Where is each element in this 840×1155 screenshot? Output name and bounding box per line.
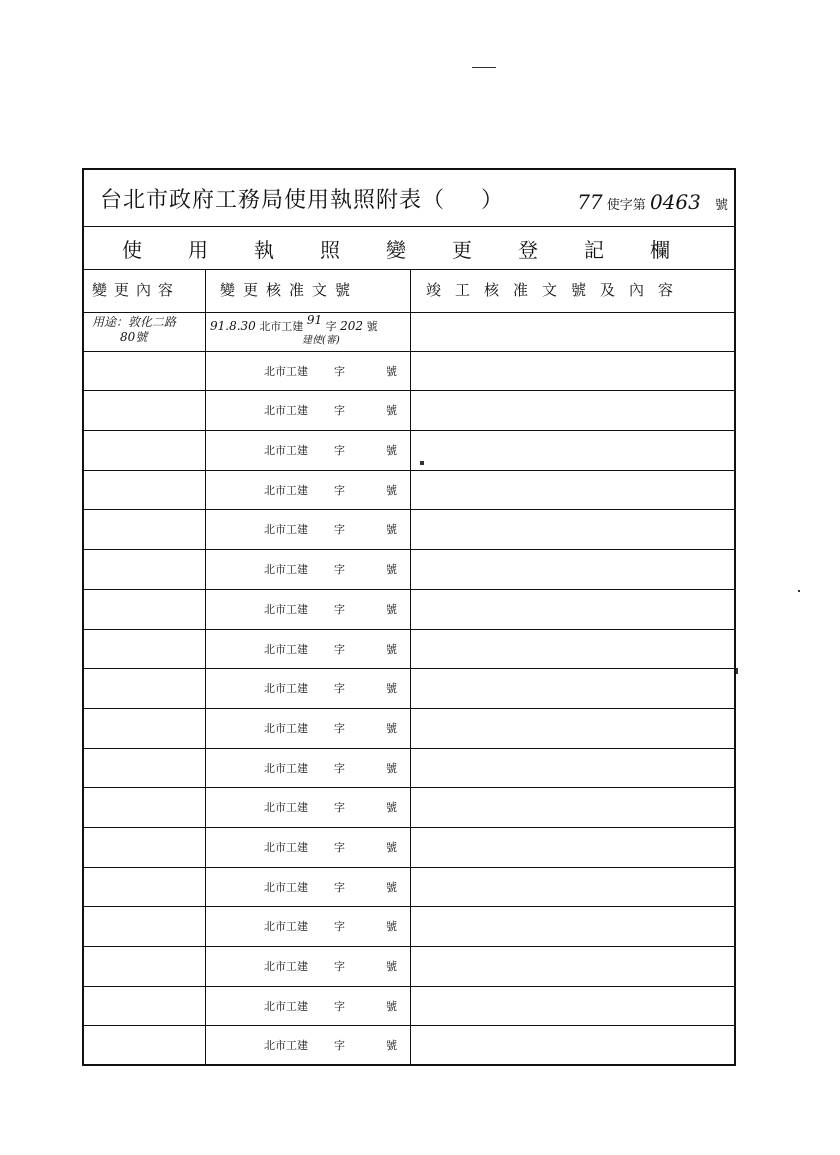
approval-char: 字	[334, 642, 345, 656]
table-row	[84, 749, 734, 789]
table-row	[84, 669, 734, 709]
approval-char: 字	[334, 801, 345, 815]
table-row	[84, 1026, 734, 1066]
approval-doc-cell	[264, 431, 404, 470]
approval-char: 字	[334, 999, 345, 1013]
approval-prefix: 北市工建	[264, 960, 308, 973]
approval-char: 字	[334, 404, 345, 418]
approval-suffix: 號	[386, 960, 397, 973]
table-row	[84, 709, 734, 749]
table-row	[84, 630, 734, 670]
table-row	[84, 987, 734, 1027]
scan-speck	[798, 590, 800, 592]
first-entry-prefix: 北市工建	[259, 320, 304, 333]
approval-suffix: 號	[386, 682, 397, 696]
header-change-content: 變更內容	[92, 281, 181, 299]
approval-prefix: 北市工建	[264, 920, 308, 934]
table-row	[84, 312, 734, 352]
approval-char: 字	[334, 721, 345, 735]
license-suffix: 號	[714, 198, 728, 213]
approval-char: 字	[334, 364, 345, 378]
approval-doc-cell	[264, 788, 404, 827]
approval-prefix: 北市工建	[264, 364, 308, 378]
approval-prefix: 北市工建	[264, 563, 308, 577]
approval-suffix: 號	[386, 563, 397, 577]
approval-suffix: 號	[386, 999, 397, 1013]
approval-suffix: 號	[386, 404, 397, 418]
approval-prefix: 北市工建	[264, 721, 308, 735]
table-row	[84, 907, 734, 947]
scan-speck	[472, 67, 496, 68]
approval-doc-cell	[264, 987, 404, 1026]
approval-suffix: 號	[386, 483, 397, 497]
approval-char: 字	[334, 483, 345, 497]
approval-doc-cell	[264, 471, 404, 510]
approval-suffix: 號	[386, 523, 397, 537]
first-entry-date: 91.8.30	[210, 319, 256, 333]
approval-suffix: 號	[386, 920, 397, 934]
approval-doc-cell	[264, 749, 404, 788]
approval-char: 字	[334, 682, 345, 696]
license-number-handwritten: 77	[577, 190, 603, 214]
license-number	[577, 190, 728, 214]
table-row	[84, 590, 734, 630]
approval-suffix: 號	[386, 364, 397, 378]
table-row	[84, 550, 734, 590]
approval-doc-cell	[264, 868, 404, 907]
approval-char: 字	[334, 880, 345, 894]
form-title-close: ）	[481, 188, 505, 213]
first-entry-content-line1: 用途：敦化二路	[92, 315, 177, 329]
table-row	[84, 391, 734, 431]
approval-doc-cell	[264, 352, 404, 391]
approval-doc-cell	[264, 590, 404, 629]
approval-char: 字	[334, 960, 345, 973]
approval-doc-cell	[264, 947, 404, 986]
approval-doc-cell	[264, 510, 404, 549]
table-row	[84, 431, 734, 471]
approval-doc-cell	[264, 630, 404, 669]
first-entry-year: 91	[306, 313, 323, 327]
first-entry-content-line2: 80號	[120, 330, 148, 344]
first-entry-content	[92, 315, 176, 345]
table-row	[84, 471, 734, 511]
approval-suffix: 號	[386, 444, 397, 458]
approval-suffix: 號	[386, 801, 397, 815]
license-type: 使字第	[606, 198, 646, 213]
section-heading-row	[84, 226, 734, 270]
approval-prefix: 北市工建	[264, 682, 308, 696]
header-change-approval: 變更核准文號	[220, 281, 359, 299]
approval-char: 字	[334, 444, 345, 458]
approval-doc-cell	[264, 550, 404, 589]
approval-prefix: 北市工建	[264, 602, 308, 616]
table-row	[84, 947, 734, 987]
approval-doc-cell	[264, 828, 404, 867]
approval-doc-cell	[264, 1026, 404, 1066]
table-row	[84, 510, 734, 550]
table-row	[84, 868, 734, 908]
form-title	[100, 183, 504, 214]
license-serial-handwritten: 0463	[649, 190, 701, 214]
approval-prefix: 北市工建	[264, 801, 308, 815]
approval-char: 字	[334, 602, 345, 616]
first-entry-approval	[210, 313, 378, 346]
approval-suffix: 號	[386, 602, 397, 616]
form-title-text: 台北市政府工務局使用執照附表（	[100, 188, 446, 213]
title-row	[84, 170, 734, 227]
approval-prefix: 北市工建	[264, 444, 308, 458]
first-entry-suffix: 號	[366, 320, 378, 333]
approval-doc-cell	[264, 709, 404, 748]
approval-suffix: 號	[386, 721, 397, 735]
approval-char: 字	[334, 1039, 345, 1053]
first-entry-number: 202	[340, 319, 363, 333]
approval-char: 字	[334, 761, 345, 775]
approval-doc-cell	[264, 391, 404, 430]
approval-suffix: 號	[386, 880, 397, 894]
first-entry-char: 字	[325, 320, 337, 333]
approval-prefix: 北市工建	[264, 523, 308, 537]
approval-prefix: 北市工建	[264, 404, 308, 418]
entry-rows	[84, 312, 734, 1064]
approval-char: 字	[334, 920, 345, 934]
approval-prefix: 北市工建	[264, 840, 308, 854]
approval-char: 字	[334, 840, 345, 854]
approval-prefix: 北市工建	[264, 1039, 308, 1053]
table-row	[84, 788, 734, 828]
approval-suffix: 號	[386, 1039, 397, 1053]
approval-prefix: 北市工建	[264, 761, 308, 775]
approval-prefix: 北市工建	[264, 880, 308, 894]
approval-doc-cell	[264, 907, 404, 946]
approval-char: 字	[334, 523, 345, 537]
scan-speck	[736, 668, 738, 674]
approval-prefix: 北市工建	[264, 483, 308, 497]
approval-prefix: 北市工建	[264, 999, 308, 1013]
approval-doc-cell	[264, 669, 404, 708]
approval-prefix: 北市工建	[264, 642, 308, 656]
header-completion-approval: 竣工核准文號及內容	[426, 281, 688, 299]
approval-suffix: 號	[386, 642, 397, 656]
approval-char: 字	[334, 563, 345, 577]
approval-suffix: 號	[386, 840, 397, 854]
column-header-row	[84, 269, 734, 313]
usage-license-attachment-form	[82, 168, 736, 1066]
section-heading: 使用執照變更登記欄	[122, 238, 716, 262]
table-row	[84, 352, 734, 392]
first-entry-year-sub: 建使(審)	[302, 335, 340, 346]
table-row	[84, 828, 734, 868]
approval-suffix: 號	[386, 761, 397, 775]
